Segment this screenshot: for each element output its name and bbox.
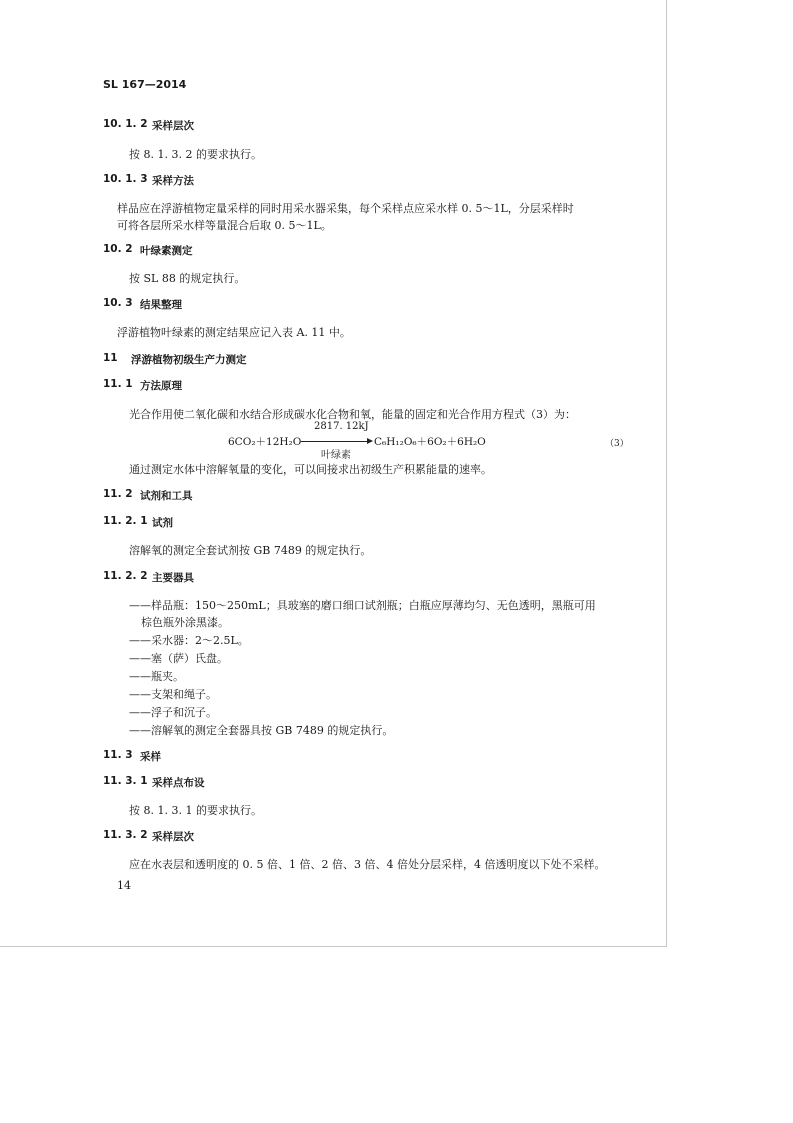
section-number: 11 (103, 352, 118, 364)
equation-right: C₆H₁₂O₆＋6O₂＋6H₂O (374, 436, 486, 448)
section-title: 试剂和工具 (140, 490, 193, 502)
list-item: ——浮子和沉子。 (129, 706, 217, 719)
paragraph: 按 SL 88 的规定执行。 (129, 272, 246, 285)
arrow-head-icon (367, 438, 373, 444)
equation-left: 6CO₂＋12H₂O (228, 436, 302, 448)
section-title: 采样方法 (152, 175, 194, 187)
page-number: 14 (117, 879, 131, 892)
paragraph: 溶解氧的测定全套试剂按 GB 7489 的规定执行。 (129, 544, 372, 557)
equation-number: （3） (605, 439, 629, 449)
section-number: 11. 2. 1 (103, 515, 148, 527)
section-number: 11. 2. 2 (103, 570, 148, 582)
list-item-continuation: 棕色瓶外涂黑漆。 (141, 616, 229, 629)
paragraph: 通过测定水体中溶解氧量的变化，可以间接求出初级生产积累能量的速率。 (129, 463, 492, 476)
paragraph: 光合作用使二氧化碳和水结合形成碳水化合物和氧，能量的固定和光合作用方程式（3）为： (129, 408, 576, 421)
section-title: 结果整理 (140, 299, 182, 311)
paragraph: 浮游植物叶绿素的测定结果应记入表 A. 11 中。 (117, 326, 351, 339)
paragraph: 可将各层所采水样等量混合后取 0. 5～1L。 (117, 219, 332, 232)
list-item: ——采水器：2～2.5L。 (129, 634, 249, 647)
paragraph: 按 8. 1. 3. 2 的要求执行。 (129, 148, 262, 161)
section-number: 11. 3 (103, 749, 133, 761)
list-item: ——支架和绳子。 (129, 688, 217, 701)
section-title: 主要器具 (152, 572, 194, 584)
section-number: 11. 2 (103, 488, 133, 500)
standard-header: SL 167—2014 (103, 78, 187, 91)
section-number: 11. 1 (103, 378, 133, 390)
section-title: 采样层次 (152, 120, 194, 132)
list-item: ——样品瓶：150～250mL；具玻塞的磨口细口试剂瓶；白瓶应厚薄均匀、无色透明，黑瓶可用 (129, 599, 596, 612)
reaction-arrow (301, 441, 369, 442)
equation-above-arrow: 2817. 12kJ (314, 421, 369, 432)
section-title: 采样层次 (152, 831, 194, 843)
section-title: 浮游植物初级生产力测定 (131, 354, 247, 366)
section-number: 10. 2 (103, 243, 133, 255)
section-number: 10. 1. 3 (103, 173, 148, 185)
section-title: 采样点布设 (152, 777, 205, 789)
paragraph: 按 8. 1. 3. 1 的要求执行。 (129, 804, 262, 817)
section-title: 采样 (140, 751, 161, 763)
list-item: ——塞（萨）氏盘。 (129, 652, 228, 665)
section-number: 11. 3. 2 (103, 829, 148, 841)
paragraph: 应在水表层和透明度的 0. 5 倍、1 倍、2 倍、3 倍、4 倍处分层采样，4 倍透明度以下处不采样。 (129, 858, 606, 871)
section-title: 试剂 (152, 517, 173, 529)
list-item: ——瓶夹。 (129, 670, 184, 683)
section-number: 11. 3. 1 (103, 775, 148, 787)
list-item: ——溶解氧的测定全套器具按 GB 7489 的规定执行。 (129, 724, 394, 737)
section-number: 10. 1. 2 (103, 118, 148, 130)
section-title: 叶绿素测定 (140, 245, 193, 257)
section-title: 方法原理 (140, 380, 182, 392)
section-number: 10. 3 (103, 297, 133, 309)
paragraph: 样品应在浮游植物定量采样的同时用采水器采集，每个采样点应采水样 0. 5～1L，分层采样时 (117, 202, 574, 215)
equation-below-arrow: 叶绿素 (321, 450, 351, 461)
